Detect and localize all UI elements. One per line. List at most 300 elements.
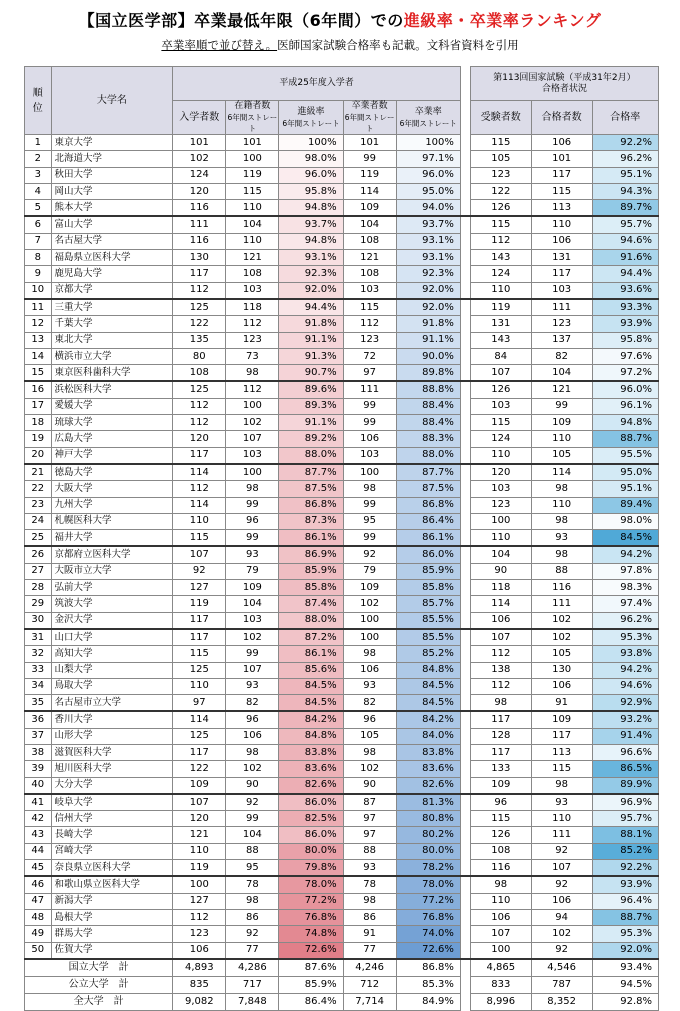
summary-value: 4,865 (470, 959, 531, 977)
cell-gradrate: 81.3% (396, 794, 460, 811)
cell-passers: 111 (531, 299, 592, 316)
cell-examinees: 112 (470, 646, 531, 662)
cell-passrate: 94.8% (592, 415, 658, 431)
cell-examinees: 109 (470, 777, 531, 794)
cell-passrate: 94.2% (592, 546, 658, 563)
cell-examinees: 131 (470, 316, 531, 332)
cell-rank: 6 (25, 216, 52, 233)
cell-passrate: 98.0% (592, 513, 658, 529)
cell-name: 弘前大学 (51, 580, 173, 596)
cell-graduates: 97 (343, 811, 396, 827)
cell-passrate: 95.1% (592, 481, 658, 497)
cell-examinees: 126 (470, 827, 531, 843)
cell-passrate: 93.2% (592, 711, 658, 728)
cell-rank: 40 (25, 777, 52, 794)
cell-passers: 109 (531, 711, 592, 728)
cell-passers: 99 (531, 398, 592, 414)
cell-examinees: 126 (470, 381, 531, 398)
table-row (25, 200, 659, 217)
summary-value: 8,352 (531, 993, 592, 1010)
table-row (25, 744, 659, 760)
cell-passrate: 88.7% (592, 431, 658, 447)
cell-rank: 15 (25, 365, 52, 382)
cell-gradrate: 92.0% (396, 282, 460, 299)
cell-gradrate: 86.1% (396, 530, 460, 547)
cell-graduates: 108 (343, 233, 396, 249)
gap-cell (460, 993, 470, 1010)
header-graduates-sub: 6年間ストレート (344, 113, 395, 133)
cell-gradrate: 80.8% (396, 811, 460, 827)
cell-rank: 5 (25, 200, 52, 217)
cell-examinees: 100 (470, 513, 531, 529)
cell-passrate: 91.6% (592, 250, 658, 266)
summary-value: 85.3% (396, 976, 460, 993)
cell-name: 鹿児島大学 (51, 266, 173, 282)
header-gradrate (396, 101, 460, 135)
cell-progress: 89.3% (279, 398, 343, 414)
cell-gradrate: 86.4% (396, 513, 460, 529)
cell-name: 岐阜大学 (51, 794, 173, 811)
cell-rank: 13 (25, 332, 52, 348)
gap-cell (460, 348, 470, 364)
cell-examinees: 120 (470, 464, 531, 481)
gap-cell (460, 415, 470, 431)
cell-name: 北海道大学 (51, 151, 173, 167)
cell-rank: 22 (25, 481, 52, 497)
cell-name: 徳島大学 (51, 464, 173, 481)
gap-cell (460, 777, 470, 794)
cell-gradrate: 84.8% (396, 662, 460, 678)
cell-graduates: 108 (343, 266, 396, 282)
cell-admitted: 112 (173, 415, 226, 431)
cell-admitted: 112 (173, 398, 226, 414)
cell-passrate: 94.4% (592, 266, 658, 282)
cell-passrate: 96.9% (592, 794, 658, 811)
cell-rank: 27 (25, 563, 52, 579)
cell-examinees: 133 (470, 761, 531, 777)
cell-enrolled: 115 (226, 183, 279, 199)
cell-progress: 90.7% (279, 365, 343, 382)
cell-gradrate: 88.8% (396, 381, 460, 398)
cell-gradrate: 85.8% (396, 580, 460, 596)
gap-cell (460, 662, 470, 678)
cell-enrolled: 109 (226, 580, 279, 596)
cell-rank: 23 (25, 497, 52, 513)
cell-progress: 86.0% (279, 827, 343, 843)
cell-examinees: 122 (470, 183, 531, 199)
cell-progress: 86.1% (279, 530, 343, 547)
cell-name: 名古屋大学 (51, 233, 173, 249)
cell-enrolled: 121 (226, 250, 279, 266)
cell-passers: 117 (531, 728, 592, 744)
gap-cell (460, 200, 470, 217)
cell-passrate: 95.5% (592, 447, 658, 464)
cell-name: 旭川医科大学 (51, 761, 173, 777)
cell-graduates: 98 (343, 481, 396, 497)
cell-admitted: 122 (173, 316, 226, 332)
cell-rank: 35 (25, 695, 52, 712)
cell-gradrate: 80.0% (396, 843, 460, 859)
cell-examinees: 115 (470, 135, 531, 151)
cell-enrolled: 112 (226, 381, 279, 398)
cell-gradrate: 93.1% (396, 233, 460, 249)
cell-progress: 86.0% (279, 794, 343, 811)
gap-cell (460, 843, 470, 859)
cell-enrolled: 98 (226, 481, 279, 497)
cell-graduates: 98 (343, 744, 396, 760)
cell-passers: 105 (531, 646, 592, 662)
cell-rank: 4 (25, 183, 52, 199)
cell-gradrate: 91.1% (396, 332, 460, 348)
header-gap (460, 67, 470, 135)
cell-name: 東京大学 (51, 135, 173, 151)
cell-rank: 32 (25, 646, 52, 662)
cell-admitted: 124 (173, 167, 226, 183)
header-progress-sub: 6年間ストレート (282, 118, 340, 128)
cell-passrate: 86.5% (592, 761, 658, 777)
cell-rank: 24 (25, 513, 52, 529)
cell-progress: 85.6% (279, 662, 343, 678)
cell-admitted: 102 (173, 151, 226, 167)
cell-gradrate: 91.8% (396, 316, 460, 332)
cell-enrolled: 90 (226, 777, 279, 794)
cell-gradrate: 88.4% (396, 398, 460, 414)
cell-enrolled: 92 (226, 794, 279, 811)
cell-admitted: 120 (173, 183, 226, 199)
cell-admitted: 119 (173, 860, 226, 877)
cell-enrolled: 96 (226, 513, 279, 529)
cell-progress: 100% (279, 135, 343, 151)
cell-enrolled: 93 (226, 678, 279, 694)
table-row (25, 761, 659, 777)
header-name: 大学名 (51, 67, 173, 135)
cell-admitted: 115 (173, 646, 226, 662)
cell-name: 信州大学 (51, 811, 173, 827)
cell-rank: 21 (25, 464, 52, 481)
cell-passers: 105 (531, 447, 592, 464)
cell-enrolled: 104 (226, 827, 279, 843)
cell-passers: 93 (531, 794, 592, 811)
cell-passers: 117 (531, 167, 592, 183)
summary-value: 94.5% (592, 976, 658, 993)
cell-graduates: 97 (343, 827, 396, 843)
cell-progress: 87.2% (279, 629, 343, 646)
cell-passrate: 97.6% (592, 348, 658, 364)
cell-gradrate: 84.5% (396, 695, 460, 712)
gap-cell (460, 794, 470, 811)
cell-gradrate: 78.0% (396, 876, 460, 893)
cell-passrate: 89.7% (592, 200, 658, 217)
table-row (25, 282, 659, 299)
cell-name: 佐賀大学 (51, 942, 173, 959)
cell-gradrate: 86.8% (396, 497, 460, 513)
cell-passrate: 89.4% (592, 497, 658, 513)
cell-enrolled: 104 (226, 596, 279, 612)
table-row (25, 299, 659, 316)
cell-passers: 116 (531, 580, 592, 596)
cell-name: 金沢大学 (51, 612, 173, 629)
cell-gradrate: 93.7% (396, 216, 460, 233)
cell-name: 広島大学 (51, 431, 173, 447)
cell-admitted: 97 (173, 695, 226, 712)
cell-passrate: 97.2% (592, 365, 658, 382)
cell-gradrate: 77.2% (396, 893, 460, 909)
cell-examinees: 103 (470, 481, 531, 497)
table-row (25, 811, 659, 827)
cell-rank: 9 (25, 266, 52, 282)
table-row (25, 316, 659, 332)
cell-name: 横浜市立大学 (51, 348, 173, 364)
gap-cell (460, 976, 470, 993)
gap-cell (460, 942, 470, 959)
cell-name: 京都府立医科大学 (51, 546, 173, 563)
cell-admitted: 125 (173, 728, 226, 744)
cell-graduates: 105 (343, 728, 396, 744)
cell-enrolled: 78 (226, 876, 279, 893)
cell-graduates: 72 (343, 348, 396, 364)
gap-cell (460, 481, 470, 497)
table-row (25, 794, 659, 811)
cell-admitted: 135 (173, 332, 226, 348)
cell-enrolled: 110 (226, 200, 279, 217)
header-examinees: 受験者数 (470, 101, 531, 135)
table-row (25, 381, 659, 398)
cell-graduates: 95 (343, 513, 396, 529)
cell-rank: 31 (25, 629, 52, 646)
cell-admitted: 117 (173, 612, 226, 629)
gap-cell (460, 398, 470, 414)
title-prefix: 【国立医学部】卒業最低年限（6年間）での (78, 11, 404, 30)
cell-gradrate: 82.6% (396, 777, 460, 794)
cell-examinees: 143 (470, 250, 531, 266)
cell-enrolled: 77 (226, 942, 279, 959)
cell-admitted: 108 (173, 365, 226, 382)
cell-passrate: 95.3% (592, 629, 658, 646)
gap-cell (460, 876, 470, 893)
cell-rank: 2 (25, 151, 52, 167)
cell-passers: 114 (531, 464, 592, 481)
cell-graduates: 102 (343, 596, 396, 612)
cell-passers: 113 (531, 744, 592, 760)
summary-value: 92.8% (592, 993, 658, 1010)
cell-graduates: 99 (343, 151, 396, 167)
table-row (25, 596, 659, 612)
cell-passers: 110 (531, 431, 592, 447)
table-row (25, 183, 659, 199)
cell-graduates: 121 (343, 250, 396, 266)
cell-gradrate: 85.5% (396, 629, 460, 646)
cell-graduates: 106 (343, 662, 396, 678)
cell-name: 高知大学 (51, 646, 173, 662)
cell-rank: 38 (25, 744, 52, 760)
table-row (25, 546, 659, 563)
gap-cell (460, 365, 470, 382)
summary-value: 835 (173, 976, 226, 993)
cell-progress: 78.0% (279, 876, 343, 893)
cell-enrolled: 95 (226, 860, 279, 877)
cell-passrate: 84.5% (592, 530, 658, 547)
table-row (25, 216, 659, 233)
gap-cell (460, 464, 470, 481)
cell-passrate: 91.4% (592, 728, 658, 744)
cell-enrolled: 118 (226, 299, 279, 316)
cell-examinees: 106 (470, 909, 531, 925)
cell-graduates: 91 (343, 926, 396, 942)
gap-cell (460, 216, 470, 233)
cell-passers: 121 (531, 381, 592, 398)
cell-gradrate: 92.3% (396, 266, 460, 282)
table-row (25, 827, 659, 843)
table-row (25, 942, 659, 959)
table-row (25, 167, 659, 183)
cell-gradrate: 90.0% (396, 348, 460, 364)
cell-admitted: 107 (173, 546, 226, 563)
gap-cell (460, 282, 470, 299)
cell-examinees: 112 (470, 233, 531, 249)
cell-examinees: 105 (470, 151, 531, 167)
cell-progress: 84.5% (279, 678, 343, 694)
cell-gradrate: 74.0% (396, 926, 460, 942)
cell-gradrate: 85.9% (396, 563, 460, 579)
subtitle-sort-note: 卒業率順で並び替え。 (161, 38, 278, 52)
cell-progress: 88.0% (279, 447, 343, 464)
cell-progress: 79.8% (279, 860, 343, 877)
cell-gradrate: 88.4% (396, 415, 460, 431)
cell-rank: 10 (25, 282, 52, 299)
cell-admitted: 110 (173, 513, 226, 529)
header-group-exam: 第113回国家試験（平成31年2月） 合格者状況 (470, 67, 658, 101)
cell-passrate: 96.2% (592, 612, 658, 629)
summary-value: 84.9% (396, 993, 460, 1010)
table-row (25, 711, 659, 728)
cell-rank: 16 (25, 381, 52, 398)
table-row (25, 530, 659, 547)
cell-enrolled: 99 (226, 497, 279, 513)
cell-admitted: 112 (173, 909, 226, 925)
cell-name: 名古屋市立大学 (51, 695, 173, 712)
cell-examinees: 100 (470, 942, 531, 959)
header-gradrate-label: 卒業率 (414, 106, 442, 117)
cell-graduates: 103 (343, 282, 396, 299)
cell-admitted: 127 (173, 893, 226, 909)
cell-passers: 106 (531, 678, 592, 694)
summary-value: 86.8% (396, 959, 460, 977)
table-row (25, 662, 659, 678)
cell-enrolled: 99 (226, 646, 279, 662)
cell-admitted: 120 (173, 431, 226, 447)
gap-cell (460, 266, 470, 282)
cell-name: 宮崎大学 (51, 843, 173, 859)
gap-cell (460, 447, 470, 464)
cell-graduates: 100 (343, 464, 396, 481)
cell-enrolled: 93 (226, 546, 279, 563)
cell-passrate: 96.0% (592, 381, 658, 398)
cell-examinees: 143 (470, 332, 531, 348)
cell-admitted: 111 (173, 216, 226, 233)
table-row (25, 580, 659, 596)
cell-enrolled: 103 (226, 447, 279, 464)
cell-progress: 93.1% (279, 250, 343, 266)
cell-graduates: 93 (343, 860, 396, 877)
cell-gradrate: 100% (396, 135, 460, 151)
gap-cell (460, 909, 470, 925)
cell-graduates: 100 (343, 629, 396, 646)
cell-admitted: 106 (173, 942, 226, 959)
table-row (25, 876, 659, 893)
cell-passrate: 88.7% (592, 909, 658, 925)
cell-passers: 98 (531, 481, 592, 497)
summary-value: 4,893 (173, 959, 226, 977)
cell-enrolled: 96 (226, 711, 279, 728)
header-progress (279, 101, 343, 135)
summary-value: 787 (531, 976, 592, 993)
gap-cell (460, 695, 470, 712)
cell-examinees: 118 (470, 580, 531, 596)
cell-progress: 91.1% (279, 415, 343, 431)
cell-examinees: 138 (470, 662, 531, 678)
gap-cell (460, 513, 470, 529)
cell-progress: 76.8% (279, 909, 343, 925)
table-row (25, 332, 659, 348)
cell-progress: 91.3% (279, 348, 343, 364)
cell-examinees: 123 (470, 497, 531, 513)
cell-name: 秋田大学 (51, 167, 173, 183)
cell-enrolled: 88 (226, 843, 279, 859)
cell-examinees: 123 (470, 167, 531, 183)
cell-name: 富山大学 (51, 216, 173, 233)
cell-rank: 7 (25, 233, 52, 249)
cell-examinees: 96 (470, 794, 531, 811)
cell-passrate: 93.9% (592, 876, 658, 893)
cell-passers: 92 (531, 843, 592, 859)
cell-enrolled: 103 (226, 282, 279, 299)
cell-gradrate: 89.8% (396, 365, 460, 382)
summary-value: 85.9% (279, 976, 343, 993)
cell-name: 三重大学 (51, 299, 173, 316)
cell-examinees: 108 (470, 843, 531, 859)
cell-progress: 96.0% (279, 167, 343, 183)
cell-graduates: 90 (343, 777, 396, 794)
cell-passers: 109 (531, 415, 592, 431)
cell-passers: 113 (531, 200, 592, 217)
cell-progress: 95.8% (279, 183, 343, 199)
cell-passers: 117 (531, 266, 592, 282)
cell-passrate: 94.3% (592, 183, 658, 199)
cell-rank: 33 (25, 662, 52, 678)
cell-examinees: 84 (470, 348, 531, 364)
cell-admitted: 117 (173, 744, 226, 760)
cell-graduates: 112 (343, 316, 396, 332)
cell-rank: 18 (25, 415, 52, 431)
cell-name: 大阪大学 (51, 481, 173, 497)
cell-graduates: 88 (343, 843, 396, 859)
cell-examinees: 117 (470, 744, 531, 760)
cell-enrolled: 102 (226, 629, 279, 646)
cell-enrolled: 79 (226, 563, 279, 579)
table-body (25, 135, 659, 1011)
cell-graduates: 101 (343, 135, 396, 151)
cell-examinees: 106 (470, 612, 531, 629)
cell-passrate: 93.6% (592, 282, 658, 299)
cell-enrolled: 101 (226, 135, 279, 151)
cell-passers: 115 (531, 761, 592, 777)
cell-enrolled: 100 (226, 151, 279, 167)
cell-admitted: 122 (173, 761, 226, 777)
table-row (25, 398, 659, 414)
cell-passers: 98 (531, 546, 592, 563)
gap-cell (460, 580, 470, 596)
cell-progress: 80.0% (279, 843, 343, 859)
